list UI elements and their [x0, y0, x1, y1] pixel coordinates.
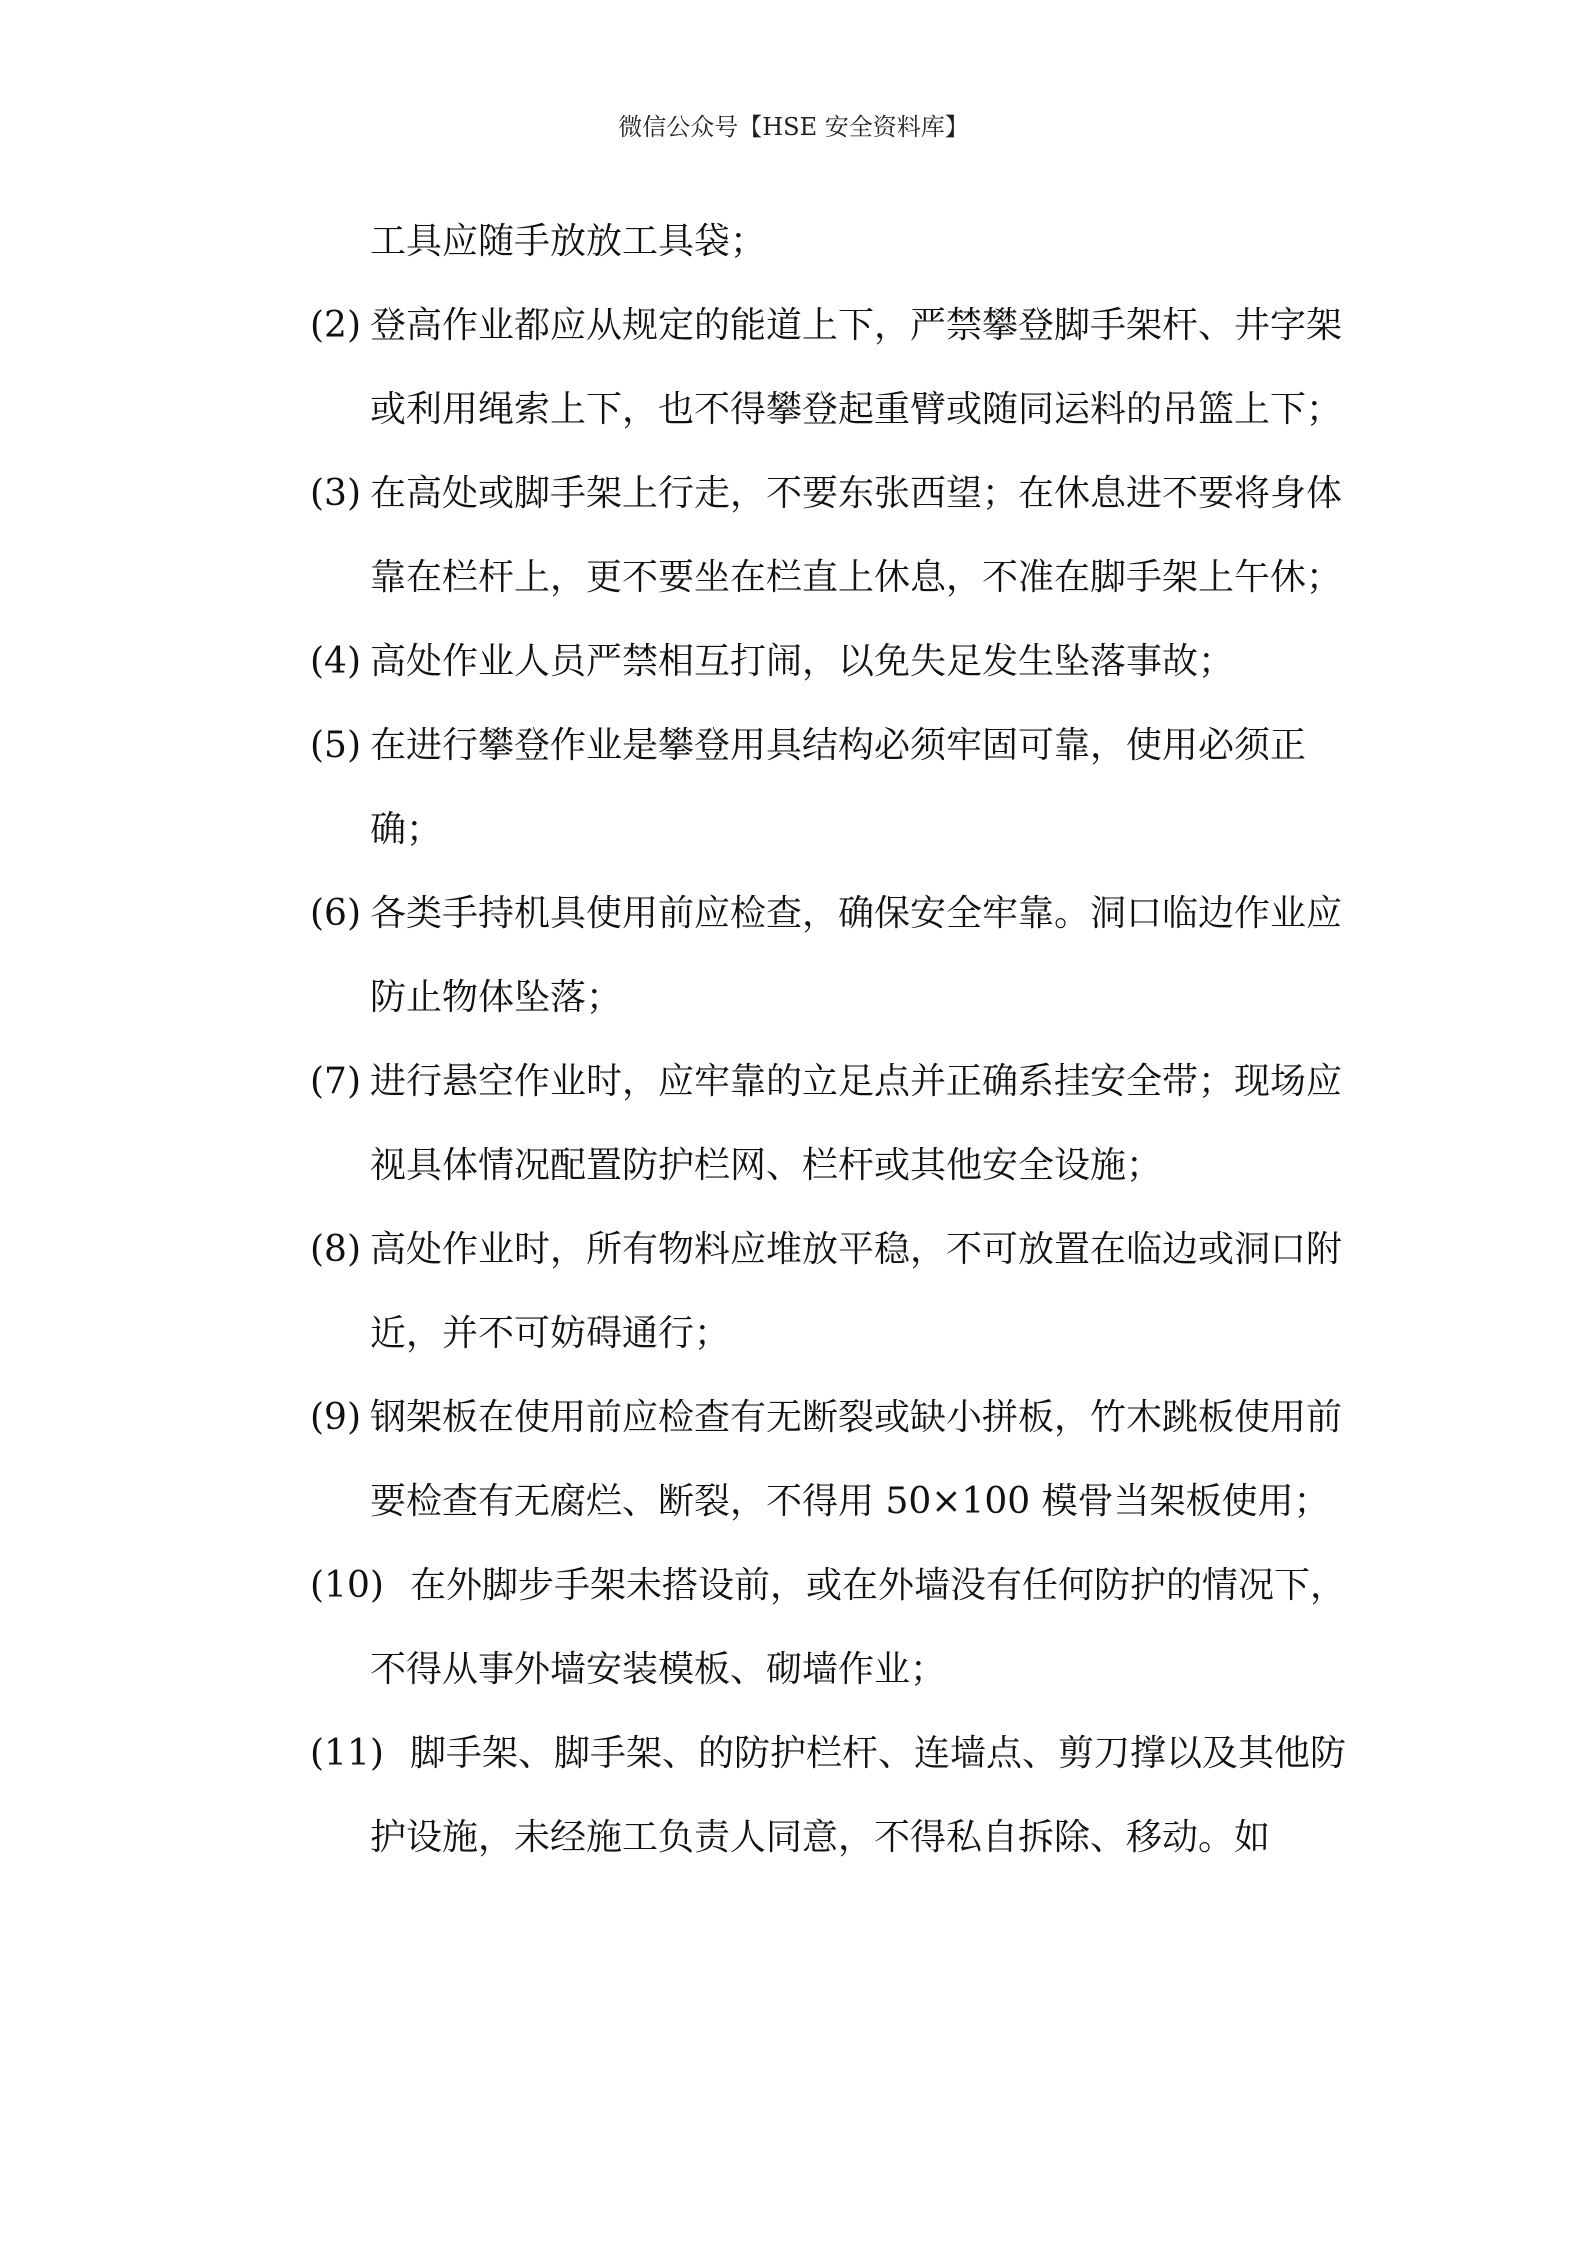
list-item-4	[310, 620, 1360, 704]
item-number: (6)	[310, 893, 361, 934]
list-item-10	[310, 1544, 1360, 1712]
list-item-9	[310, 1376, 1360, 1544]
item-text: 登高作业都应从规定的能道上下，严禁攀登脚手架杆、井字架或利用绳索上下，也不得攀登起重臂或随同运料的吊篮上下；	[370, 305, 1343, 430]
document-body	[310, 200, 1360, 1880]
list-item-7	[310, 1040, 1360, 1208]
item-text: 高处作业人员严禁相互打闹，以免失足发生坠落事故；	[370, 641, 1235, 682]
item-number: (11)	[310, 1733, 384, 1774]
item-number: (4)	[310, 641, 361, 682]
item-number: (7)	[310, 1061, 361, 1102]
list-item-5	[310, 704, 1360, 872]
item-number: (10)	[310, 1565, 384, 1606]
item-text: 高处作业时，所有物料应堆放平稳，不可放置在临边或洞口附近，并不可妨碍通行；	[370, 1229, 1343, 1354]
list-item-8	[310, 1208, 1360, 1376]
item-number: (8)	[310, 1229, 361, 1270]
item-number: (9)	[310, 1397, 361, 1438]
list-item-2	[310, 284, 1360, 452]
item-number: (3)	[310, 473, 361, 514]
item-number: (5)	[310, 725, 361, 766]
continuation-line: 工具应随手放放工具袋；	[370, 221, 767, 262]
item-text: 进行悬空作业时，应牢靠的立足点并正确系挂安全带；现场应视具体情况配置防护栏网、栏杆或其他安全设施；	[370, 1061, 1343, 1186]
page-header: 微信公众号【HSE 安全资料库】	[618, 113, 969, 141]
item-number: (2)	[310, 305, 361, 346]
list-item-6	[310, 872, 1360, 1040]
item-text: 在进行攀登作业是攀登用具结构必须牢固可靠，使用必须正确；	[370, 725, 1307, 850]
item-text: 在高处或脚手架上行走，不要东张西望；在休息进不要将身体靠在栏杆上，更不要坐在栏直上休息，不准在脚手架上午休；	[370, 473, 1343, 598]
item-text: 脚手架、脚手架、的防护栏杆、连墙点、剪刀撑以及其他防护设施，未经施工负责人同意，不得私自拆除、移动。如	[370, 1733, 1347, 1858]
item-text: 钢架板在使用前应检查有无断裂或缺小拼板，竹木跳板使用前要检查有无腐烂、断裂，不得用 50×100 模骨当架板使用；	[370, 1397, 1343, 1522]
list-item-3	[310, 452, 1360, 620]
list-item-11	[310, 1712, 1360, 1880]
item-text: 在外脚步手架未搭设前，或在外墙没有任何防护的情况下，不得从事外墙安装模板、砌墙作业；	[370, 1565, 1347, 1690]
item-text: 各类手持机具使用前应检查，确保安全牢靠。洞口临边作业应防止物体坠落；	[370, 893, 1343, 1018]
